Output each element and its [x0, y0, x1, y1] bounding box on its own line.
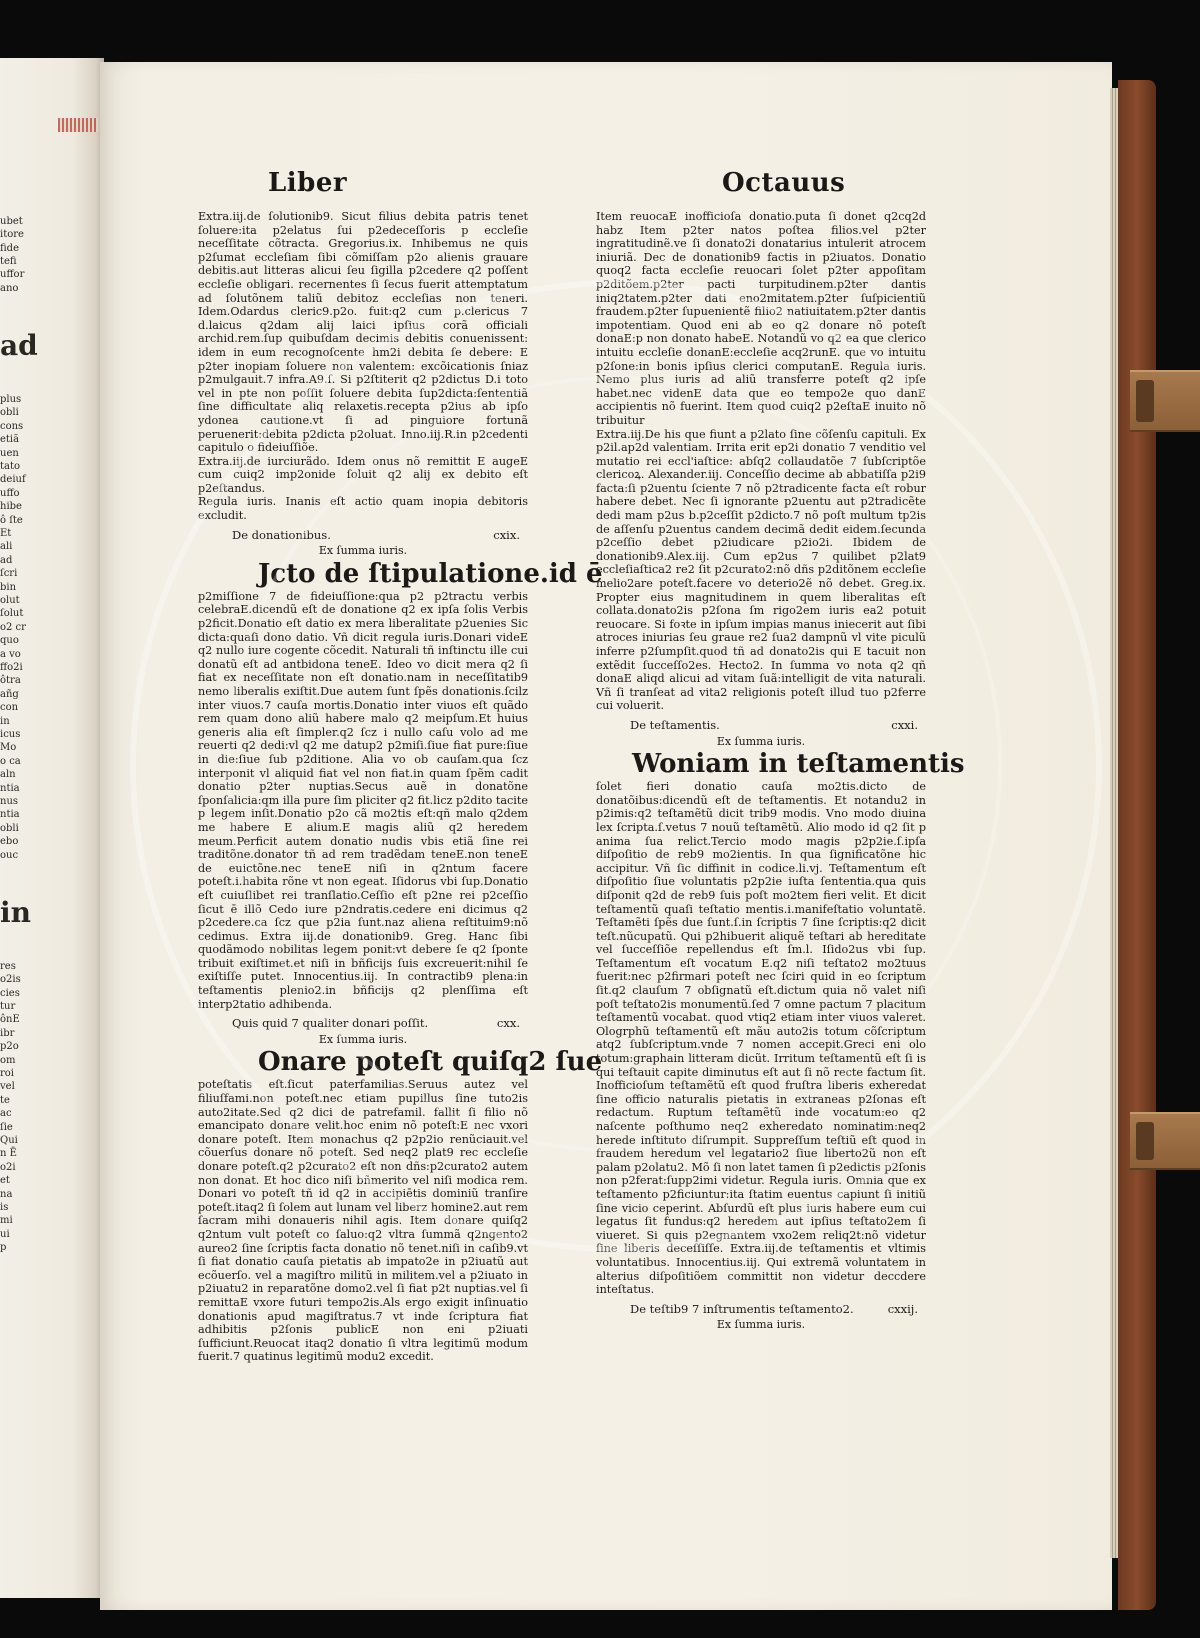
- left-page-fragment: vel: [0, 1081, 15, 1093]
- left-page-fragment: o2is: [0, 974, 21, 986]
- rubric-source: Ex ſumma iuris.: [716, 1318, 806, 1332]
- left-fragments-mid: [0, 393, 104, 862]
- left-page-fragment: mi: [0, 1215, 13, 1227]
- left-page-fragment: n Ē: [0, 1148, 17, 1160]
- section-rubric: [630, 1303, 918, 1317]
- left-page-fragment: Mo: [0, 742, 17, 754]
- clasp-icon: [1136, 1122, 1154, 1160]
- left-big-letters-2: in: [0, 895, 31, 929]
- rubric-source: Ex ſumma iuris.: [716, 734, 806, 748]
- left-page-fragment: o ca: [0, 755, 21, 767]
- left-page-fragment: et: [0, 1175, 10, 1187]
- paragraph: Regula iuris. Inanis eſt actio quam inopia debitoris excludit.: [198, 495, 528, 523]
- paragraph: Extra.iij.de iurciurãdo. Idem onus nõ remittit E augeE cum cuiq2 imp2onide ſoluit q2 alij ex debito eſt p2eſtandus.: [198, 454, 528, 495]
- rubric-source: Ex ſumma iuris.: [318, 544, 408, 558]
- left-page-text: [0, 188, 104, 1281]
- left-page-fragment: ôtra: [0, 675, 21, 687]
- left-page-fragment: tato: [0, 460, 21, 472]
- left-page-fragment: Qui: [0, 1135, 18, 1146]
- left-page-fragment: tefi: [0, 256, 17, 268]
- left-page-fragment: ouc: [0, 849, 19, 861]
- left-page-fragment: ntia: [0, 782, 20, 794]
- section-incipit: Onare poteſt quiſq2 ſue: [258, 1047, 603, 1078]
- left-page-fragment: itore: [0, 229, 24, 241]
- rubric-number: cxxij.: [887, 1301, 918, 1316]
- left-page-fragment: na: [0, 1188, 13, 1200]
- section-incipit: Jcto de ſtipulatione.id ē: [258, 558, 603, 589]
- left-page-fragment: om: [0, 1054, 16, 1066]
- paragraph: p2miſſione 7 de fideiuſſione:qua p2 p2tractu verbis celebraE.dicendũ eſt de donatione q2 ex ipſa ſolis Verbis p2ficit.Donatio eſt datio ex mera liberalitate p2uenies Sic dicta:quaſi dono datio. Vñ dicit regula iuris.Donari videE q2 nullo iure cogente cõcedit. Naturali tñ inſtinctu ille cui donatũ eſt ad antbidona teneE. Ideo vo dicit mera q2 ſi fiat ex neceſſitate non eſt donatio.nam in neceſſitatib9 nemo liberalis exiſtit.Due autem ſunt ſpẽs donationis.ſcilz inter viuos.7 cauſa mortis.Donatio inter viuos eſt quãdo rem quam dono aliũ habere malo q2 meipſum.Et huius generis alia eſt ſimpler.q2 ſcz i nullo caſu volo ad me reuerti q2 dedi:vl q2 me datup2 p2miſi.ſiue fiat pure:ſiue in die:ſiue ſub p2ditione. Alia vo ob cauſam.qua ſcz interponit vl aliquid fiat vel non fiat.in quam ſpẽm cadit donatio p2ter nuptias.Secus auẽ in donatõne ſponſalicia:qm illa pure ſim pliciter q2 fit.licz p2dito tacite p legem inſit.Donatio p2o cã mo2tis eſt:qñ malo q2dem me habere E alium.E magis aliũ q2 heredem meum.Perficit autem donatio nudis vbis etiã ſine rei traditõne.donator tñ ad rem tradẽdam teneE.non teneE de euictõne.nec teneE niſi in q2ntum facere poteſt.i.habita rõne vt non egeat. Iſidorus vbi ſup.Donatio eſt cuiuſlibet rei tranſlatio.Ceſſio eſt p2ne rei p2ceſſio ſicut ē illõ Cedo iure p2ndratis.cedere eni dicimus q2 p2cedere.ca ſcz que p2ia ſunt.naz aliena reſtituim9:nõ cedimus. Extra iij.de donationib9. Greg. Hanc ſibi quodãmodo nobilitas legem ponit:vt debere ſe q2 ſponte tribuit exiſtimet.et niſi in bñficijs ſuis excreuerit:nihil ſe exiſtiſſe putet. Innocentius.iij. In contractib9 plena:in teſtamentis plenio2.in bñficijs q2 plenſſima eſt interp2tatio adhibenda.: [198, 589, 528, 1011]
- running-head-right: Octauus: [722, 168, 846, 198]
- left-page-fragment: ui: [0, 1228, 10, 1240]
- headband: [58, 118, 98, 132]
- rubric-number: cxxi.: [891, 717, 918, 732]
- section-rubric: [232, 1017, 520, 1031]
- left-page-fragment: o2i: [0, 1161, 16, 1173]
- left-page-fragment: quo: [0, 635, 19, 647]
- left-fragments-top: [0, 215, 104, 295]
- left-big-letters: ad: [0, 329, 38, 363]
- left-page-fragment: roi: [0, 1067, 14, 1079]
- left-page-fragment: aln: [0, 769, 16, 781]
- left-page-fragment: ibr: [0, 1027, 15, 1039]
- rubric-title: De donationibus.: [232, 527, 331, 542]
- left-page-fragment: uen: [0, 447, 19, 459]
- clasp-strap-bottom: [1130, 1112, 1200, 1170]
- left-page-fragment: tur: [0, 1000, 16, 1012]
- left-page-fragment: ônE: [0, 1014, 20, 1026]
- left-page-fragment: plus: [0, 393, 22, 405]
- left-page-fragment: te: [0, 1094, 10, 1106]
- section-rubric: [630, 719, 918, 733]
- left-page-fragment: olut: [0, 594, 20, 606]
- clasp-strap-top: [1130, 370, 1200, 432]
- left-page-fragment: ad: [0, 554, 13, 566]
- left-page-fragment: ô ſte: [0, 514, 23, 526]
- left-page-fragment: ubet: [0, 215, 23, 227]
- section-rubric: [232, 529, 520, 543]
- left-page-fragment: cons: [0, 420, 24, 432]
- left-page-fragment: icus: [0, 729, 21, 741]
- left-page-fragment: con: [0, 702, 19, 714]
- left-page-fragment: p: [0, 1242, 7, 1254]
- rubric-source: Ex ſumma iuris.: [318, 1032, 408, 1046]
- left-page-fragment: obli: [0, 822, 19, 834]
- left-page-fragment: ebo: [0, 836, 19, 848]
- paragraph: Extra.iij.de ſolutionib9. Sicut filius debita patris tenet ſoluere:ita p2elatus ſui p2edeceſſoris p eccleſie neceſſitate cõtracta. Gregorius.ix. Inhibemus ne quis p2ſumat eccleſiam ſibi cõmiſſam p2o alienis grauare debitis.aut litteras alicui ſeu ſigilla p2cedere q2 poſſent eccleſie obligari. recernentes ſi ſecus fuerit attemptatum ad ſolutõnem taliũ debitoz eccleſias non teneri. Idem.Odardus cleric9.p2o. fuit:q2 cum p.clericus 7 d.laicus q2dam alij laici ipſius corã officiali archid.rem.ſup quibuſdam decimis debitis conuenissent: idem in eum recognoſcente hm2i debita ſe debere: E p2ter inopiam ſoluere non valentem: excõicationis ſniaz p2mulgauit.7 infra.A9.ſ. Si p2ſtiterit q2 p2dictus D.i toto vel in pte non poſſit ſoluere debita ſup2dicta:ſententiã ſine difficultate aliq relaxetis.recepta p2ius ab ipſo ydonea cautione.vt ſi ad pinguiore fortunã peruenerit:debita p2dicta p2oluat. Inno.iij.R.in p2cedenti capitulo o fideiuſſiõe.: [198, 210, 528, 455]
- running-head-left: Liber: [268, 168, 348, 198]
- paragraph: poteſtatis eſt.ſicut paterfamilias.Seruus autez vel filiuſfami.non poteſt.nec etiam pupillus ſine tuto2is auto2itate.Sed q2 dici de patrefamil. fallit ſi filio nõ emancipato donare velit.hoc enim nõ poteſt:E nec vxori donare poteſt. Item monachus q2 p2p2io renũciauit.vel cõuerſus donare nõ poteſt. Sed neq2 plat9 rec eccleſie donare poteſt.q2 p2curato2 eſt non dñs:p2curato2 autem non donat. Et hoc dico niſi bñmerito vel niſi modica rem. Donari vo poteſt tñ id q2 in accipiētis dominiũ tranſire poteſt.itaq2 ſi ſolem aut lunam vel liberz homine2.aut rem ſacram mihi donaueris nihil agis. Item donare quiſq2 q2ntum vult poteſt co ſaluo:q2 vltra ſummã q2ngento2 aureo2 ſine ſcriptis facta donatio nõ tenet.niſi in caſib9.vt ſi fiat donatio cauſa pietatis ab impato2e in p2iuatũ aut ecõuerſo. vel a magiſtro militũ in militem.vel a p2iuato in p2iuatu2 in reparatõne domo2.vel ſi fiat p2t nuptias.vel ſi remittaE vxore futuri tempo2is.Als ergo exigit inſinuatio donationis apud magiſtratus.7 vt inde ſcriptura fiat adhibitis p2ſonis publicE non eni p2iuati ſufficiunt.Reuocat itaq2 donatio ſi vltra legitimũ modum fuerit.7 quatinus legitimũ modu2 excedit.: [198, 1078, 528, 1364]
- left-page-fragment: o2 cr: [0, 621, 26, 633]
- left-page-fragment: p2o: [0, 1041, 19, 1053]
- left-page-fragment: in: [0, 715, 10, 727]
- rubric-number: cxix.: [493, 527, 520, 542]
- left-page-fragment: ntia: [0, 809, 20, 821]
- left-column: [198, 210, 603, 1364]
- left-page-fragment: cies: [0, 987, 20, 999]
- paragraph: Item reuocaE inofficioſa donatio.puta ſi donet q2cq2d habz Item p2ter natos poſtea filios.vel p2ter ingratitudinẽ.ve ſi donato2i donatarius intulerit atrocem iniuriã. Dec de donationib9 factis in p2iuatos. Donatio quoq2 facta eccleſie reuocari ſolet p2ter appoſitam p2ditõem.p2ter pacti turpitudinem.p2ter dantis iniq2tatem.p2ter dati eno2mitatem.p2ter ſuſpicientiũ fraudem.p2ter ſupuenientẽ filio2 natiuitatem.p2ter dantis impotentiam. Quod eni ab eo q2 donare nõ poteſt donaE:p non donato habeE. Notandũ vo q2 ea que clerico intuitu eccleſie donanE:eccleſie acq2runE. que vo intuitu p2ſone:in bonis ipſius clerici computanE. Regula iuris. Nemo plus iuris ad aliũ transferre poteſt q2 ipſe habet.nec videnE data que eo tempo2e quo danE accipientis nõ fuerint. Item quod cuiq2 p2eſtaE inuito nõ tribuitur: [596, 210, 926, 427]
- left-page-fragment: a vo: [0, 648, 21, 660]
- rubric-number: cxx.: [496, 1016, 520, 1031]
- left-page-fragment: ſcri: [0, 568, 18, 580]
- rubric-title: De teſtamentis.: [630, 717, 720, 732]
- clasp-icon: [1136, 380, 1154, 422]
- left-page-fragment: ſolut: [0, 608, 24, 620]
- left-page-fragment: ac: [0, 1108, 12, 1120]
- section-incipit: Woniam in teſtamentis: [632, 749, 965, 780]
- left-page-fragment: añg: [0, 688, 19, 700]
- left-page-fragment: res: [0, 960, 16, 972]
- left-page-fragment: deiuf: [0, 474, 26, 486]
- left-page-fragment: ali: [0, 541, 13, 553]
- left-page-fragment: obli: [0, 407, 19, 419]
- book-cover: [1118, 80, 1156, 1610]
- left-page-fragment: uffor: [0, 269, 25, 281]
- left-page-fragment: Et: [0, 527, 12, 539]
- left-page-fragment: uffo: [0, 487, 20, 499]
- left-page: [0, 58, 104, 1598]
- left-page-fragment: ſie: [0, 1121, 13, 1133]
- left-page-fragment: ffo2i: [0, 662, 23, 673]
- left-page-fragment: is: [0, 1202, 9, 1214]
- left-page-fragment: etiã: [0, 434, 20, 446]
- left-fragments-bottom: [0, 960, 104, 1255]
- left-page-fragment: ano: [0, 282, 19, 294]
- left-page-fragment: fide: [0, 242, 19, 254]
- left-page-fragment: bin: [0, 581, 17, 593]
- rubric-title: De teſtib9 7 inſtrumentis teſtamento2.: [630, 1301, 854, 1316]
- left-page-fragment: nus: [0, 796, 19, 808]
- rubric-title: Quis quid 7 qualiter donari poſſit.: [232, 1016, 429, 1031]
- right-column: [596, 210, 965, 1334]
- paragraph: ſolet fieri donatio cauſa mo2tis.dicto de donatõibus:dicendũ eſt de teſtamentis. Et notandu2 in p2imis:q2 teſtamẽtũ dicit trib9 modis. Vno modo diuina lex ſcripta.ſ.vetus 7 nouũ teſtamẽtũ. Alio modo id q2 ſit p anima ſua relict.Tercio modo magis p2p2ie.ſ.ipſa diſpoſitio de reb9 mo2ientis. In qua ſignificatõne hic accipitur. Vñ ſic diffinit in codice.li.vj. Teſtamentum eſt diſpoſitio ſiue voluntatis p2p2ie iuſta ſententia.qua quis diſponit q2d de reb9 ſuis poſt mo2tem fieri velit. Et dicit teſtamentũ quaſi teſtatio mentis.i.manifeſtatio voluntatẽ. Teſtamẽti ſpẽs due ſunt.ſ.in ſcriptis 7 ſine ſcriptis:q2 dicit teſt.nũcupatũ. Qui p2hibuerit aliquẽ teſtari ab hereditate vel ſucceſſiõe repellendus eſt ſm.l. Iſido2us vbi ſup. Teſtamentum eſt vocatum E.q2 niſi teſtato2 mo2tuus fuerit:nec p2firmari poteſt nec ſciri quid in eo ſcriptum ſit.q2 clauſum 7 obſignatũ eſt.dictum quia nõ valet niſi poſt teſtato2is monumentũ.ſed 7 omne pactum 7 placitum teſtamentũ vocabat. quod vtiq2 etiam inter viuos valeret. Ologrphũ teſtamentũ eſt mãu auto2is totum cõſcriptum atq2 ſubſcriptum.vnde 7 nomen accepit.Greci eni olo totum:graphain litteram dicũt. Irritum teſtamentũ eſt ſi is qui teſtauit capite diminutus eſt aut ſi nõ recte factum ſit. Inofficioſum teſtamẽtũ eſt quod fruſtra liberis exheredat ſine officio naturalis pietatis in extraneas p2ſonas eſt redactum. Ruptum teſtamẽtũ inde vocatum:eo q2 naſcente poſthumo neq2 exheredato nominatim:neq2 herede inſtituto diſrumpit. Suppreſſum teſtiũ eſt quod in fraudem heredum vel legatario2 ſiue liberto2ũ non eſt palam p2olatu2. Mõ ſi non latet tamen ſi p2edictis p2ſonis non p2ferat:ſupp2imi videtur. Regula iuris. Omnia que ex teſtamento p2ficiuntur:ita ſtatim euentus capiunt ſi initiũ ſine vicio ceperint. Abſurdũ eſt plus iuris habere eum cui legatus ſit fundus:q2 heredem aut ipſius teſtato2em ſi viueret. Si quis p2egnantem vxo2em reliq2t:nõ videtur ſine liberis deceſſiſſe. Extra.iij.de teſtamentis et vltimis voluntatibus. Innocentius.iij. Qui extremã voluntatem in alterius diſpoſitiõem committit non videtur deccdere inteſtatus.: [596, 780, 926, 1297]
- paragraph: Extra.iij.De his que fiunt a p2lato ſine cõſenſu capituli. Ex p2il.ap2d valentiam. Irrita erit ep2i donatio 7 venditio vel mutatio rei eccl'iaſtice: abſq2 collaudatõe 7 ſubſcriptõe clericoꝝ. Alexander.iij. Conceſſio decime ab abbatiſſa p2i9 facta:ſi p2uentu ſciente 7 nõ p2tradicente facta eſt robur habere debet. Nec ſi ignorante p2uentu aut p2tradicẽte dedi mam p2us b.p2ceſſit p2dicto.7 nõ poſt multum tp2is de aſſenſu p2uentus candem decimã dedit eidem.ſecunda p2ceſſio debet p2iudicare p2io2i. Ibidem de donationib9.Alex.iij. Cum ep2us 7 quilibet p2lat9 eccleſiaſtica2 re2 ſit p2curato2:nõ dñs p2ditõnem eccleſie melio2are poteſt.facere vo deterio2ẽ nõ debet. Greg.ix. Propter eius magnitudinem in quem liberalitas eſt collata.donato2is p2ſona ſm rigo2em iuris ea2 potuit reuocare. Si foꝛte in ipſum impias manus iniecerit aut ſibi atroces iniurias ſeu graue re2 ſua2 dampnũ vl vite piculũ inferre p2ſumpſit.quod tñ ad donato2is qui E tacuit non extẽdit ſucceſſo2es. Hecto2. In ſumma vo nota q2 qñ donaE aliqd alicui ad vitam ſuã:intelligit de vita naturali. Vñ ſi tranſeat ad vita2 religionis poteſt illud tuo p2ferre cui voluerit.: [596, 427, 926, 713]
- left-page-fragment: hibe: [0, 501, 22, 513]
